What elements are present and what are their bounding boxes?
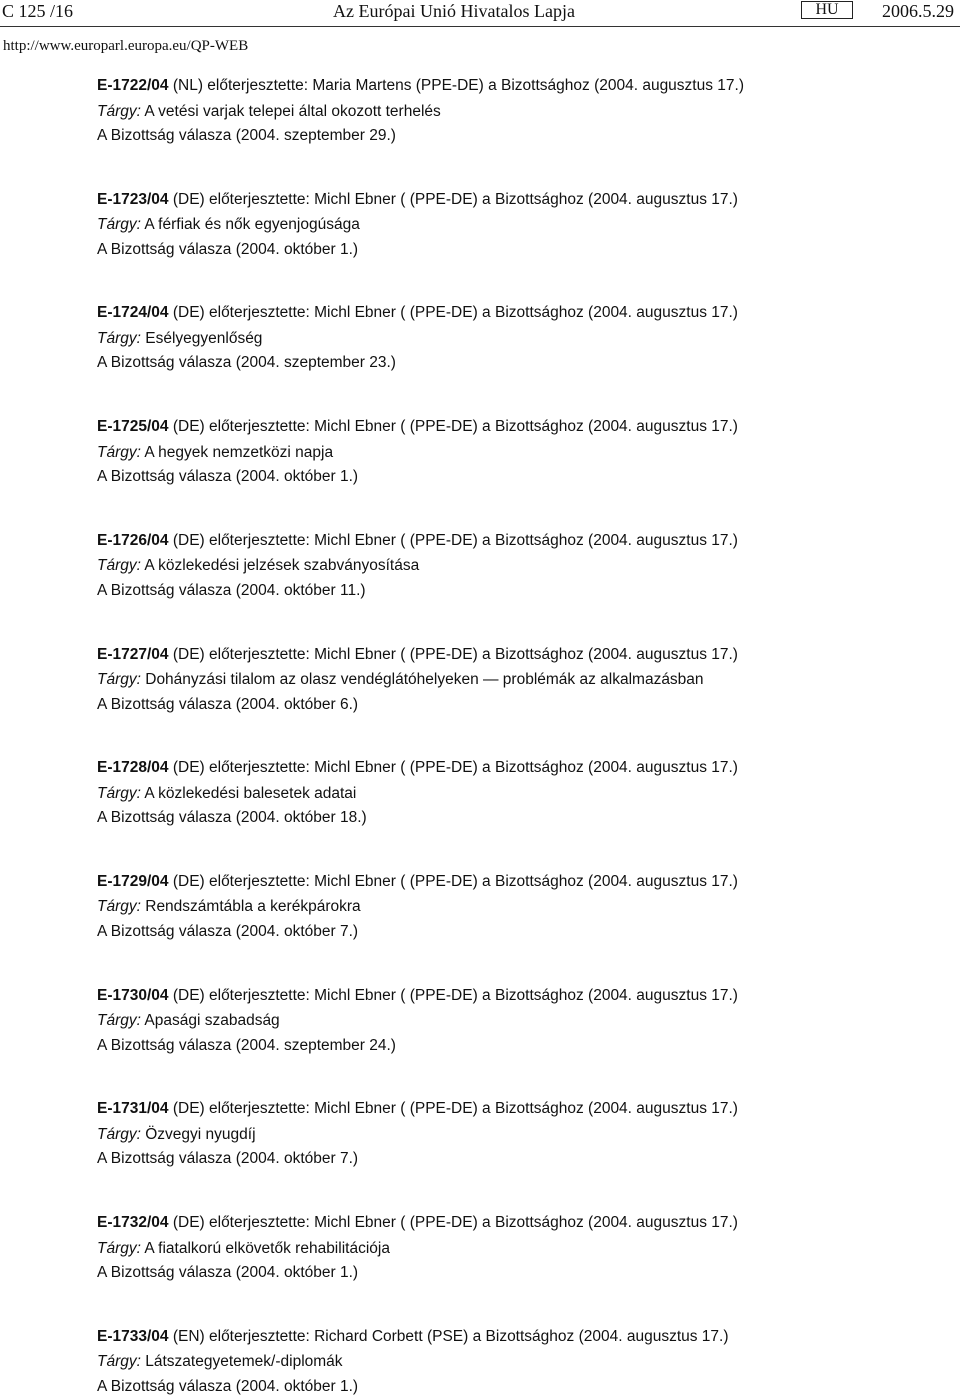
question-number: E-1732/04: [97, 1214, 169, 1231]
question-entry: [97, 186, 937, 263]
subject-label: Tárgy:: [97, 1353, 141, 1371]
question-entry: [97, 1323, 937, 1399]
subject-line: [97, 666, 937, 692]
question-submitter: (DE) előterjesztette: Michl Ebner ( (PPE-DE) a Bizottsághoz (2004. augusztus 17.): [168, 986, 738, 1004]
subject-line: [97, 325, 937, 351]
subject-text: A férfiak és nők egyenjogúsága: [140, 216, 360, 234]
page-reference: C 125 /16: [2, 1, 74, 21]
question-submitter: (DE) előterjesztette: Michl Ebner ( (PPE-DE) a Bizottsághoz (2004. augusztus 17.): [168, 190, 738, 208]
question-line: [97, 72, 937, 98]
subject-label: Tárgy:: [97, 784, 141, 802]
question-line: [97, 754, 937, 780]
answer-line: A Bizottság válasza (2004. szeptember 29.): [97, 127, 396, 144]
subject-line: [97, 1121, 937, 1147]
subject-text: Rendszámtábla a kerékpárokra: [140, 898, 361, 916]
question-submitter: (EN) előterjesztette: Richard Corbett (PSE) a Bizottsághoz (2004. augusztus 17.): [168, 1327, 729, 1345]
language-badge: HU: [801, 1, 853, 19]
subject-text: Dohányzási tilalom az olasz vendéglátóhelyeken — problémák az alkalmazásban: [140, 671, 704, 688]
answer-line: A Bizottság válasza (2004. október 1.): [97, 468, 359, 486]
question-line: [97, 299, 937, 325]
subject-label: Tárgy:: [97, 671, 141, 688]
subject-text: A fiatalkorú elkövetők rehabilitációja: [140, 1239, 390, 1257]
subject-label: Tárgy:: [97, 1012, 141, 1030]
journal-title: Az Európai Unió Hivatalos Lapja: [333, 1, 575, 21]
answer-line: A Bizottság válasza (2004. október 11.): [97, 581, 366, 599]
subject-text: A közlekedési balesetek adatai: [140, 784, 357, 802]
subject-text: A hegyek nemzetközi napja: [140, 443, 334, 461]
subject-line: [97, 1235, 937, 1261]
subject-label: Tárgy:: [97, 557, 141, 575]
question-number: E-1723/04: [97, 190, 169, 208]
subject-text: A vetési varjak telepei által okozott terhelés: [140, 102, 441, 120]
answer-line: A Bizottság válasza (2004. október 1.): [97, 240, 359, 258]
publication-date: 2006.5.29: [882, 1, 954, 21]
answer-line: A Bizottság válasza (2004. október 1.): [97, 1377, 359, 1395]
question-entry: [97, 1209, 937, 1286]
question-entry: [97, 982, 937, 1059]
question-entry: [97, 641, 937, 718]
question-number: E-1725/04: [97, 418, 169, 436]
subject-label: Tárgy:: [97, 216, 141, 234]
subject-line: [97, 439, 937, 465]
subject-line: [97, 552, 937, 578]
question-number: E-1722/04: [97, 77, 169, 94]
answer-line: A Bizottság válasza (2004. szeptember 23.): [97, 354, 396, 372]
subject-line: [97, 211, 937, 237]
subject-text: Esélyegyenlőség: [140, 329, 263, 347]
question-line: [97, 1095, 937, 1121]
subject-label: Tárgy:: [97, 443, 141, 461]
question-number: E-1726/04: [97, 531, 169, 549]
subject-line: [97, 893, 937, 919]
subject-text: A közlekedési jelzések szabványosítása: [140, 557, 420, 575]
question-submitter: (DE) előterjesztette: Michl Ebner ( (PPE-DE) a Bizottsághoz (2004. augusztus 17.): [168, 1100, 738, 1118]
question-entry: [97, 754, 937, 831]
question-submitter: (DE) előterjesztette: Michl Ebner ( (PPE-DE) a Bizottsághoz (2004. augusztus 17.): [168, 645, 738, 663]
answer-line: A Bizottság válasza (2004. október 7.): [97, 1150, 359, 1168]
source-url[interactable]: http://www.europarl.europa.eu/QP-WEB: [3, 38, 249, 54]
page-header: [0, 0, 960, 30]
answer-line: A Bizottság válasza (2004. október 7.): [97, 922, 359, 940]
question-line: [97, 1209, 937, 1235]
question-number: E-1729/04: [97, 872, 169, 890]
subject-text: Özvegyi nyugdíj: [140, 1125, 256, 1143]
answer-line: A Bizottság válasza (2004. október 6.): [97, 695, 359, 713]
question-line: [97, 868, 937, 894]
question-number: E-1730/04: [97, 986, 169, 1004]
question-line: [97, 1323, 937, 1349]
subject-line: [97, 1348, 937, 1374]
subject-line: [97, 98, 937, 124]
question-number: E-1731/04: [97, 1100, 169, 1118]
question-entry: [97, 1095, 937, 1172]
question-submitter: (DE) előterjesztette: Michl Ebner ( (PPE-DE) a Bizottsághoz (2004. augusztus 17.): [168, 418, 738, 436]
question-number: E-1728/04: [97, 759, 169, 777]
question-line: [97, 641, 937, 667]
question-line: [97, 982, 937, 1008]
header-divider: [0, 26, 960, 27]
question-number: E-1727/04: [97, 645, 169, 663]
question-entry: [97, 868, 937, 945]
answer-line: A Bizottság válasza (2004. szeptember 24.): [97, 1036, 396, 1054]
question-submitter: (DE) előterjesztette: Michl Ebner ( (PPE-DE) a Bizottsághoz (2004. augusztus 17.): [168, 1214, 738, 1231]
question-line: [97, 186, 937, 212]
question-number: E-1724/04: [97, 304, 169, 322]
question-number: E-1733/04: [97, 1327, 169, 1345]
subject-label: Tárgy:: [97, 898, 141, 916]
question-line: [97, 527, 937, 553]
subject-label: Tárgy:: [97, 1125, 141, 1143]
subject-label: Tárgy:: [97, 1239, 141, 1257]
question-submitter: (DE) előterjesztette: Michl Ebner ( (PPE-DE) a Bizottsághoz (2004. augusztus 17.): [168, 531, 738, 549]
question-submitter: (NL) előterjesztette: Maria Martens (PPE-DE) a Bizottsághoz (2004. augusztus 17.): [168, 77, 744, 94]
subject-label: Tárgy:: [97, 329, 141, 347]
subject-label: Tárgy:: [97, 102, 141, 120]
question-line: [97, 413, 937, 439]
answer-line: A Bizottság válasza (2004. október 1.): [97, 1264, 359, 1281]
question-entry: [97, 72, 937, 149]
subject-text: Látszategyetemek/-diplomák: [140, 1353, 343, 1371]
question-submitter: (DE) előterjesztette: Michl Ebner ( (PPE-DE) a Bizottsághoz (2004. augusztus 17.): [168, 759, 738, 777]
subject-line: [97, 780, 937, 806]
answer-line: A Bizottság válasza (2004. október 18.): [97, 809, 367, 827]
question-entry: [97, 527, 937, 604]
subject-text: Apasági szabadság: [140, 1012, 280, 1030]
question-entry: [97, 299, 937, 376]
question-entry: [97, 413, 937, 490]
question-submitter: (DE) előterjesztette: Michl Ebner ( (PPE-DE) a Bizottsághoz (2004. augusztus 17.): [168, 872, 738, 890]
subject-line: [97, 1007, 937, 1033]
question-submitter: (DE) előterjesztette: Michl Ebner ( (PPE-DE) a Bizottsághoz (2004. augusztus 17.): [168, 304, 738, 322]
